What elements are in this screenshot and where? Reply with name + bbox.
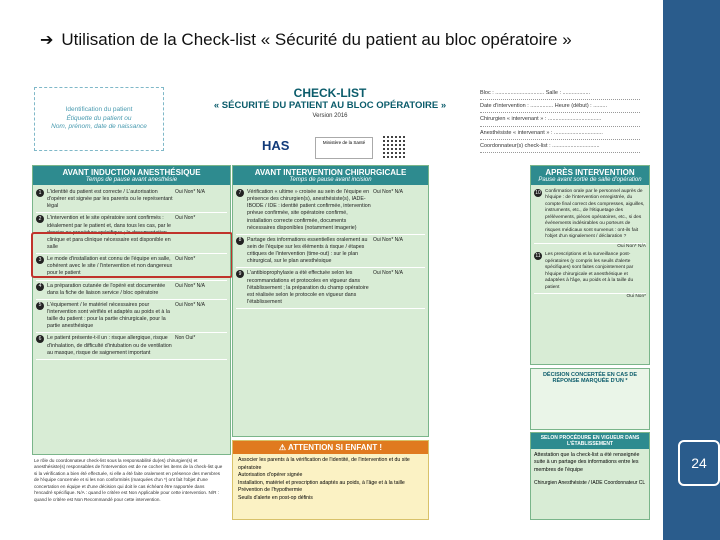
header-fields: Bloc : ................................ Salle : .................. Date d'intervention : ............... Heure (début) : ......... Chirurgien « intervenant » : ................................... Anesthésiste « intervenant » : ................................ Coordonnateur(s) check-list : ...............................	[480, 87, 640, 153]
warning-icon: ⚠	[278, 443, 289, 452]
checklist-item: 11 Les prescriptions et la surveillance post-opératoires (y compris les seuils d'alerte spécifiques) sont faites conjointement par l'équipe chirurgicale et anesthésique et adaptées à l'âge, au poids et à la taille du patient	[534, 250, 646, 294]
panel-header: APRÈS INTERVENTION Pause avant sortie de salle d'opération	[531, 166, 649, 185]
panel-header: AVANT INTERVENTION CHIRURGICALE Temps de pause avant incision	[233, 166, 428, 185]
attention-enfant-box: ⚠ ATTENTION SI ENFANT ! Associer les parents à la vérification de l'identité, de l'intervention et du site opératoire Autorisation d'opérer signée Installation, matériel et prescription adaptés au poids, à l'âge et à la taille Prévention de l'hypothermie Seuils d'alerte en post-op définis	[232, 440, 429, 520]
has-logo: HAS	[262, 138, 290, 153]
checklist-item: 9 L'antibioprophylaxie a été effectuée selon les recommandations et protocoles en vigueur dans l'établissement ; la préparation du champ opératoire est réalisée selon le protocole en vigueur dans l'établissement Oui Non* N/A	[236, 268, 425, 309]
panel-header: AVANT INDUCTION ANESTHÉSIQUE Temps de pause avant anesthésie	[33, 166, 230, 185]
decision-box: DÉCISION CONCERTÉE EN CAS DE RÉPONSE MARQUÉE D'UN *	[530, 368, 650, 430]
slide-title: ➔ Utilisation de la Check-list « Sécurité du patient au bloc opératoire »	[40, 30, 572, 49]
ministry-logo: Ministère de la Santé	[315, 137, 373, 159]
panel-apres-intervention: APRÈS INTERVENTION Pause avant sortie de salle d'opération 10 Confirmation orale par le personnel auprès de l'équipe : de l'intervention enregistrée, du compte final correct des compresses, aiguilles, instruments, etc., de l'étiquetage des prélèvements, pièces opératoires, etc., si des événements indésirables ou porteurs de risques médicaux sont survenus : ont-ils fait l'objet d'un signalement / déclaration ? Oui Non* N/A 11 Les prescriptions et la surveillance post-opératoires (y compris les seuils d'alerte spécifiques) sont faites conjointement par l'équipe chirurgicale et anesthésique et adaptées à l'âge, au poids et à la taille du patient Oui Non*	[530, 165, 650, 365]
arrow-right-icon: ➔	[40, 32, 54, 49]
panel-avant-intervention	[232, 165, 429, 437]
checklist-item: 7 Vérification « ultime » croisée au sein de l'équipe en présence des chirurgien(s), anesthésiste(s), IADE-IBODE / IDE : identité patient confirmée, intervention prévue confirmée, site opératoire confirmé, installation correcte confirmée, documents nécessaires disponibles (notamment imagerie) Oui Non* N/A	[236, 187, 425, 235]
checklist-item: 10 Confirmation orale par le personnel auprès de l'équipe : de l'intervention enregistrée, du compte final correct des compresses, aiguilles, instruments, etc., de l'étiquetage des prélèvements, pièces opératoires, etc., si des événements indésirables ou porteurs de risques médicaux sont survenus : ont-ils fait l'objet d'un signalement / déclaration ?	[534, 187, 646, 244]
qr-code-pattern	[383, 134, 407, 158]
checklist-item: 5 L'équipement / le matériel nécessaires pour l'intervention sont vérifiés et adaptés au poids et à la taille du patient : pour la partie chirurgicale, pour la partie anesthésique Oui Non* N/A	[36, 300, 227, 334]
checklist-item: 8 Partage des informations essentielles oralement au sein de l'équipe sur les éléments à risque / étapes critiques de l'intervention (time-out) : sur le plan chirurgical, sur le plan anesthésique Oui Non* N/A	[236, 235, 425, 269]
checklist-item: 2 L'intervention et le site opératoire sont confirmés : idéalement par le patient et, dans tous les cas, par le dossier ou procédure spécifique ; la documentation clinique et para clinique nécessaire est disponible en salle Oui Non*	[36, 213, 227, 254]
checklist-item: 1 L'identité du patient est correcte / L'autorisation d'opérer est signée par les parents ou le représentant légal Oui Non* N/A	[36, 187, 227, 213]
highlight-frame	[31, 232, 233, 278]
page-number: 24	[678, 440, 720, 486]
legal-notice: Le rôle du coordonnateur check-list sous la responsabilité du(es) chirurgien(s) et anesthésiste(s) responsables de l'intervention est de ne cocher les items de la check-list que si la vérification a bien été effectuée, si elle a été faite oralement en présence des membres de l'équipe concernée et si les non conformités (marquées d'un *) ont fait l'objet d'une concertation en équipe et d'une décision qui doit le cas échéant être rapportée dans l'encadré spécifique. N/A : quand le critère est Non Applicable pour cette intervention. N/R : quand le critère est Non Recommandé pour cette intervention.	[34, 458, 223, 502]
checklist-item: 3 Le mode d'installation est connu de l'équipe en salle, cohérent avec le site / l'intervention et non dangereux pour le patient Oui Non*	[36, 254, 227, 280]
panel-avant-induction	[32, 165, 231, 455]
procedure-box: SELON PROCÉDURE EN VIGUEUR DANS L'ÉTABLISSEMENT Attestation que la check-list a été renseignée suite à un partage des informations entre les membres de l'équipe Chirurgien Anesthésiste / IADE Coordonnateur CL	[530, 432, 650, 520]
checklist-item: 4 La préparation cutanée de l'opéré est documentée dans la fiche de liaison service / bloc opératoire Oui Non* N/A	[36, 281, 227, 300]
patient-identification-box: Identification du patient Étiquette du patient ou Nom, prénom, date de naissance	[34, 87, 164, 151]
checklist-item: 6 Le patient présente-t-il un : risque allergique, risque d'inhalation, de difficulté d'intubation ou de ventilation au masque, risque de saignement important Non Oui*	[36, 333, 227, 359]
checklist-title: CHECK-LIST « SÉCURITÉ DU PATIENT AU BLOC OPÉRATOIRE » Version 2016	[213, 86, 447, 119]
attention-header: ⚠ ATTENTION SI ENFANT !	[233, 441, 428, 454]
